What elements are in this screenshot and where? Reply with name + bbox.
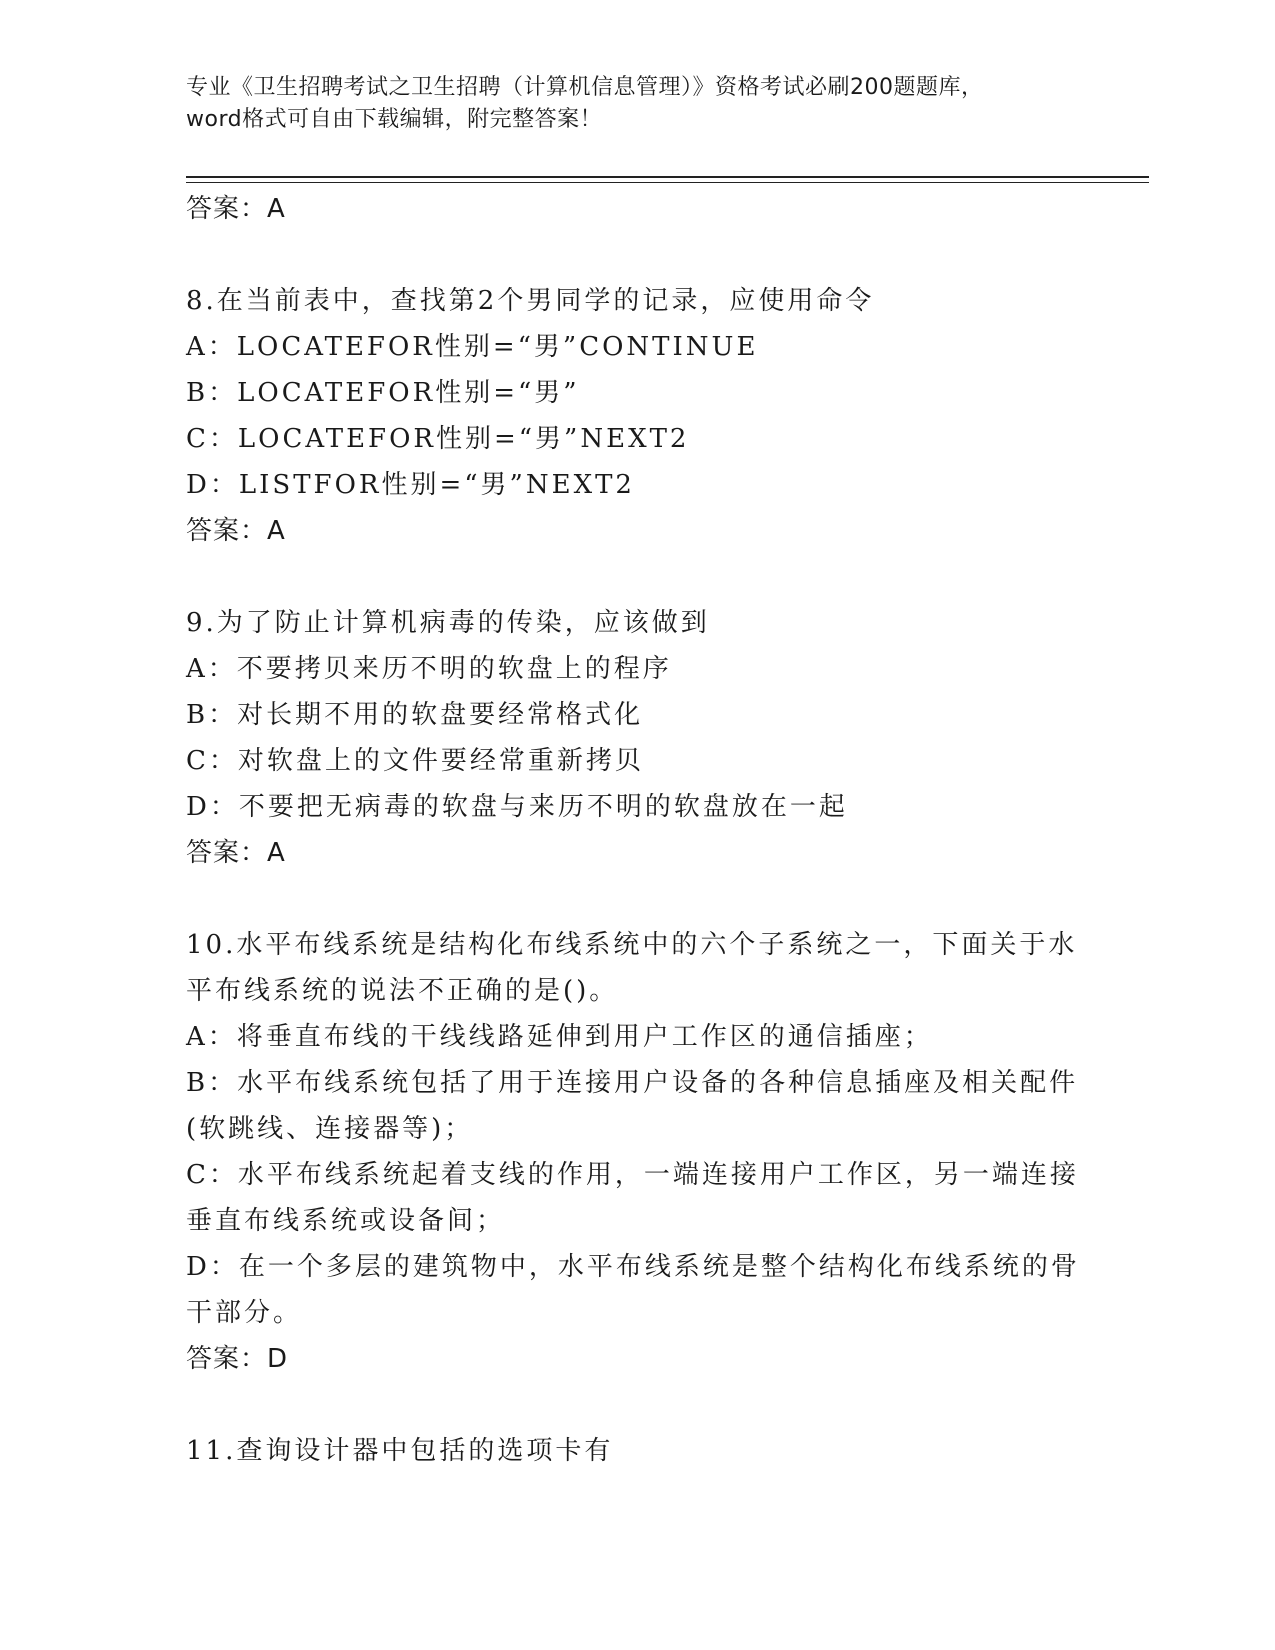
question-9-option-c: C：对软盘上的文件要经常重新拷贝 [186, 746, 644, 776]
question-10-answer: 答案：D [186, 1344, 289, 1374]
question-10-option-d-line-1: D：在一个多层的建筑物中，水平布线系统是整个结构化布线系统的骨 [186, 1252, 1080, 1282]
question-10-option-d-line-2: 干部分。 [186, 1298, 303, 1328]
question-8-text: 8.在当前表中，查找第2个男同学的记录，应使用命令 [186, 286, 875, 316]
question-9-option-a: A：不要拷贝来历不明的软盘上的程序 [186, 654, 672, 684]
question-10-option-b-line-1: B：水平布线系统包括了用于连接用户设备的各种信息插座及相关配件 [186, 1068, 1079, 1098]
header-line-2: word格式可自由下载编辑，附完整答案！ [186, 107, 603, 132]
question-9-option-b: B：对长期不用的软盘要经常格式化 [186, 700, 644, 730]
question-8-option-c: C：LOCATEFOR性别=“男”NEXT2 [186, 424, 690, 454]
question-9-option-d: D：不要把无病毒的软盘与来历不明的软盘放在一起 [186, 792, 848, 822]
question-10-option-c-line-2: 垂直布线系统或设备间； [186, 1206, 506, 1236]
question-10-text-line-1: 10.水平布线系统是结构化布线系统中的六个子系统之一，下面关于水 [186, 930, 1078, 960]
question-9 [186, 600, 1086, 876]
question-8 [186, 278, 1086, 554]
question-10-option-b-line-2: (软跳线、连接器等)； [186, 1114, 474, 1144]
question-10-option-c-line-1: C：水平布线系统起着支线的作用，一端连接用户工作区，另一端连接 [186, 1160, 1079, 1190]
document-body [186, 186, 1086, 1474]
question-11 [186, 1428, 1086, 1474]
question-8-option-d: D：LISTFOR性别=“男”NEXT2 [186, 470, 635, 500]
question-10-option-a: A：将垂直布线的干线线路延伸到用户工作区的通信插座； [186, 1022, 933, 1052]
spacer [186, 232, 1086, 278]
question-9-text: 9.为了防止计算机病毒的传染，应该做到 [186, 608, 710, 638]
spacer [186, 1382, 1086, 1428]
document-header [186, 72, 1086, 136]
question-8-option-b: B：LOCATEFOR性别=“男” [186, 378, 580, 408]
header-divider-thick [186, 176, 1149, 178]
question-10-text-line-2: 平布线系统的说法不正确的是()。 [186, 976, 619, 1006]
previous-answer: 答案：A [186, 194, 286, 224]
question-10 [186, 922, 1086, 1382]
question-9-answer: 答案：A [186, 838, 286, 868]
spacer [186, 554, 1086, 600]
spacer [186, 876, 1086, 922]
header-divider-thin [186, 182, 1149, 183]
question-11-text: 11.查询设计器中包括的选项卡有 [186, 1436, 614, 1466]
question-8-answer: 答案：A [186, 516, 286, 546]
question-8-option-a: A：LOCATEFOR性别=“男”CONTINUE [186, 332, 759, 362]
header-line-1: 专业《卫生招聘考试之卫生招聘（计算机信息管理）》资格考试必刷200题题库， [186, 75, 984, 100]
